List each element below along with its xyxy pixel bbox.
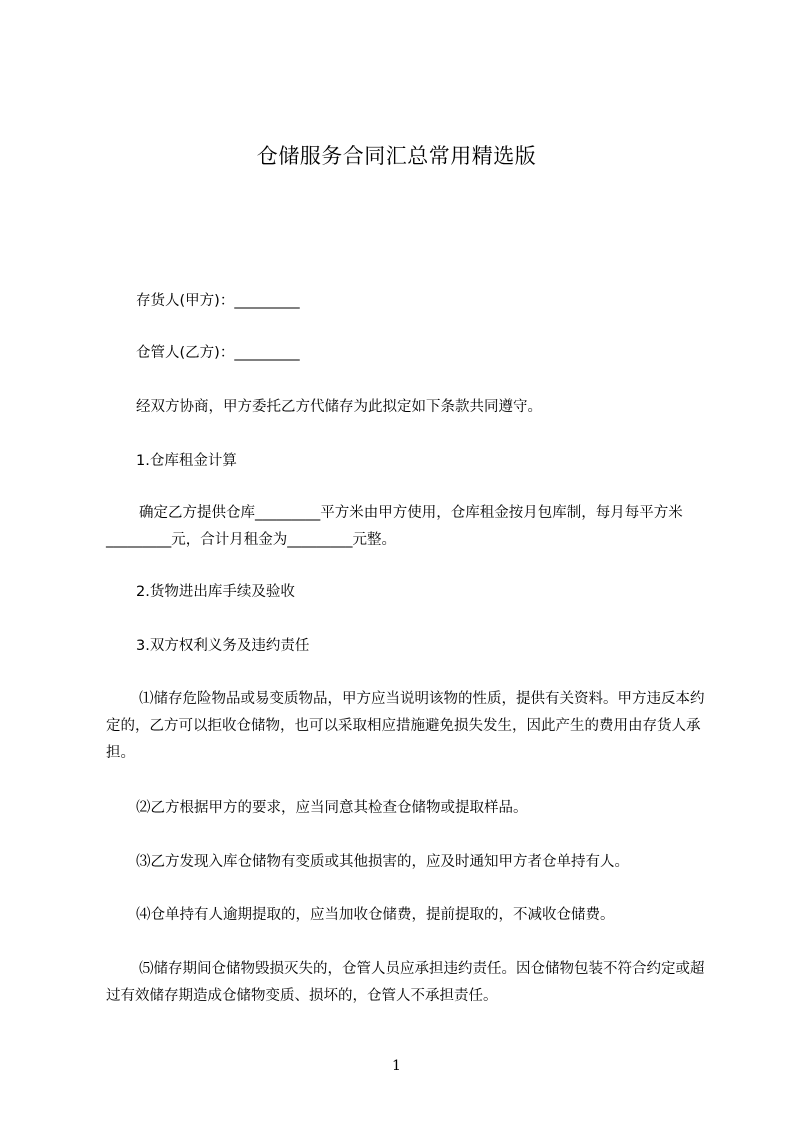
document-title: 仓储服务合同汇总常用精选版 <box>256 144 537 168</box>
rent-clause: 确定乙方提供仓库_________平方米由甲方使用，仓库租金按月包库制，每月每平方米_________元，合计月租金为_________元整。 <box>106 505 683 548</box>
clause-4: ⑷仓单持有人逾期提取的，应当加收仓储费，提前提取的，不减收仓储费。 <box>136 907 615 923</box>
section-heading-1: 1.仓库租金计算 <box>136 453 237 469</box>
agreement-intro: 经双方协商，甲方委托乙方代储存为此拟定如下条款共同遵守。 <box>136 399 542 415</box>
clause-1: ⑴储存危险物品或易变质物品，甲方应当说明该物的性质，提供有关资料。甲方违反本约定的，乙方可以拒收仓储物，也可以采取相应措施避免损失发生，因此产生的费用由存货人承担。 <box>106 691 705 761</box>
clause-2: ⑵乙方根据甲方的要求，应当同意其检查仓储物或提取样品。 <box>136 800 528 816</box>
party-b-line: 仓管人(乙方)：_________ <box>136 345 300 361</box>
section-heading-2: 2.货物进出库手续及验收 <box>136 584 295 600</box>
party-a-line: 存货人(甲方)：_________ <box>136 293 300 309</box>
page-number: 1 <box>392 1058 401 1074</box>
clause-3: ⑶乙方发现入库仓储物有变质或其他损害的，应及时通知甲方者仓单持有人。 <box>136 854 629 870</box>
clause-5: ⑸储存期间仓储物毁损灭失的，仓管人员应承担违约责任。因仓储物包装不符合约定或超过有效储存期造成仓储物变质、损坏的，仓管人不承担责任。 <box>106 961 705 1004</box>
section-heading-3: 3.双方权利义务及违约责任 <box>136 638 310 654</box>
